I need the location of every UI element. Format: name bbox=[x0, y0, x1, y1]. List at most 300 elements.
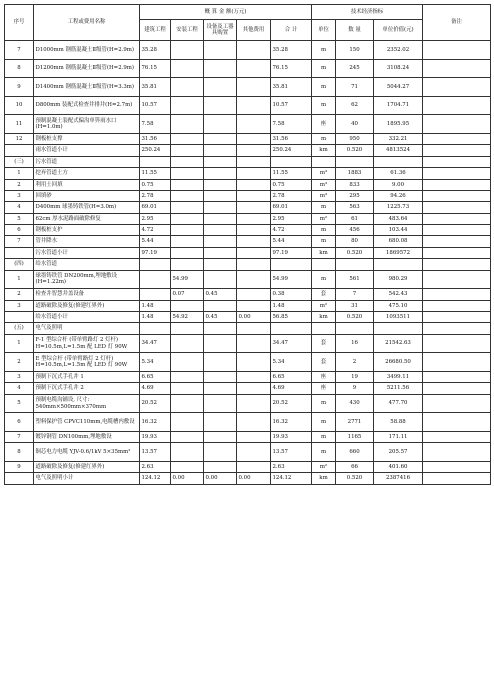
cell-remark bbox=[423, 78, 491, 97]
cell-quantity bbox=[336, 323, 374, 334]
cell-other bbox=[237, 247, 271, 258]
cell-construction: 2.63 bbox=[140, 461, 171, 472]
cell-seq: 6 bbox=[5, 413, 34, 432]
cell-seq: 3 bbox=[5, 372, 34, 383]
cell-seq: 4 bbox=[5, 383, 34, 394]
cell-name: 电气及照明小计 bbox=[34, 473, 140, 484]
cell-equipment bbox=[204, 96, 237, 115]
cell-unit-value: 477.70 bbox=[374, 394, 423, 413]
cell-quantity: 1165 bbox=[336, 431, 374, 442]
cell-seq bbox=[5, 247, 34, 258]
cell-total: 2.78 bbox=[271, 190, 312, 201]
cell-remark bbox=[423, 383, 491, 394]
cell-other bbox=[237, 236, 271, 247]
cell-installation bbox=[171, 323, 204, 334]
cell-equipment bbox=[204, 383, 237, 394]
table-row bbox=[5, 394, 491, 413]
table-row bbox=[5, 179, 491, 190]
cell-unit: m bbox=[312, 431, 336, 442]
cell-remark bbox=[423, 145, 491, 156]
cell-installation bbox=[171, 96, 204, 115]
cell-equipment bbox=[204, 225, 237, 236]
cell-remark bbox=[423, 259, 491, 270]
cell-construction: 0.75 bbox=[140, 179, 171, 190]
header-unit-value: 单位价值(元) bbox=[374, 20, 423, 41]
cell-equipment bbox=[204, 247, 237, 258]
cell-total: 1.48 bbox=[271, 300, 312, 311]
cell-quantity: 61 bbox=[336, 213, 374, 224]
cell-quantity: 1883 bbox=[336, 168, 374, 179]
cell-unit-value: 3108.24 bbox=[374, 59, 423, 78]
cell-installation bbox=[171, 179, 204, 190]
cell-quantity: 150 bbox=[336, 41, 374, 60]
cell-other bbox=[237, 289, 271, 300]
cell-name: 回填砂 bbox=[34, 190, 140, 201]
table-row bbox=[5, 96, 491, 115]
cell-installation bbox=[171, 372, 204, 383]
cell-equipment bbox=[204, 300, 237, 311]
cell-other bbox=[237, 372, 271, 383]
cell-equipment bbox=[204, 133, 237, 144]
cell-equipment bbox=[204, 413, 237, 432]
cell-construction: 13.57 bbox=[140, 443, 171, 462]
cell-name: 利用土回填 bbox=[34, 179, 140, 190]
cell-other bbox=[237, 323, 271, 334]
cell-quantity: 561 bbox=[336, 270, 374, 289]
cell-unit-value: 980.29 bbox=[374, 270, 423, 289]
cell-unit: m bbox=[312, 413, 336, 432]
cell-remark bbox=[423, 156, 491, 167]
cell-name: 给水管道小计 bbox=[34, 312, 140, 323]
cell-unit: m² bbox=[312, 213, 336, 224]
cell-name: 道路破除及修复(修建红界外) bbox=[34, 461, 140, 472]
cell-equipment bbox=[204, 334, 237, 353]
cell-other: 0.00 bbox=[237, 312, 271, 323]
cell-name: 预制下沉式手孔井 2 bbox=[34, 383, 140, 394]
cell-equipment bbox=[204, 259, 237, 270]
cell-unit: m³ bbox=[312, 179, 336, 190]
cell-other bbox=[237, 443, 271, 462]
cell-seq: 9 bbox=[5, 461, 34, 472]
cell-unit: m bbox=[312, 202, 336, 213]
cell-name: 电气及照明 bbox=[34, 323, 140, 334]
cell-seq: 10 bbox=[5, 96, 34, 115]
cell-unit: m bbox=[312, 443, 336, 462]
cell-remark bbox=[423, 133, 491, 144]
cell-name: 球墨铸铁管 DN200mm,埋地敷设(H=1.22m) bbox=[34, 270, 140, 289]
header-quantity: 数 量 bbox=[336, 20, 374, 41]
cell-quantity: 0.520 bbox=[336, 473, 374, 484]
cell-other bbox=[237, 461, 271, 472]
cell-construction: 19.93 bbox=[140, 431, 171, 442]
header-construction: 建筑工程 bbox=[140, 20, 171, 41]
table-row bbox=[5, 270, 491, 289]
cell-equipment: 0.00 bbox=[204, 473, 237, 484]
cell-remark bbox=[423, 473, 491, 484]
cell-equipment: 0.45 bbox=[204, 312, 237, 323]
cell-other bbox=[237, 59, 271, 78]
cell-construction: 2.78 bbox=[140, 190, 171, 201]
cell-other bbox=[237, 168, 271, 179]
cell-total bbox=[271, 156, 312, 167]
cell-remark bbox=[423, 300, 491, 311]
cell-remark bbox=[423, 59, 491, 78]
cell-total: 2.63 bbox=[271, 461, 312, 472]
header-tech-group: 技术经济指标 bbox=[312, 5, 423, 20]
cell-unit-value: 1895.95 bbox=[374, 115, 423, 134]
cell-name: F-1 型综合杆 (带单臂路灯 2 灯杆) H=10.5m,L=1.5m 配 LED 灯 90W bbox=[34, 334, 140, 353]
cell-name: 预制电缆沟铺设, 尺寸: 540mm×500mm×370mm bbox=[34, 394, 140, 413]
cell-quantity: 40 bbox=[336, 115, 374, 134]
table-row bbox=[5, 259, 491, 270]
cell-unit bbox=[312, 156, 336, 167]
cell-seq: 6 bbox=[5, 225, 34, 236]
cell-remark bbox=[423, 372, 491, 383]
header-unit: 单位 bbox=[312, 20, 336, 41]
cell-total: 5.44 bbox=[271, 236, 312, 247]
cell-unit: 套 bbox=[312, 289, 336, 300]
cell-unit: m³ bbox=[312, 190, 336, 201]
cell-installation: 54.99 bbox=[171, 270, 204, 289]
header-equipment: 设备及工器具购置 bbox=[204, 20, 237, 41]
cell-name: E 型综合杆 (带单臂路灯 2 灯杆) H=10.5m,L=1.5m 配 LED 灯 90W bbox=[34, 353, 140, 372]
cell-name: 检查井智慧井盖设备 bbox=[34, 289, 140, 300]
cell-unit: m bbox=[312, 270, 336, 289]
cell-other bbox=[237, 394, 271, 413]
cell-equipment bbox=[204, 372, 237, 383]
cell-installation bbox=[171, 133, 204, 144]
cell-unit: 座 bbox=[312, 115, 336, 134]
cell-remark bbox=[423, 168, 491, 179]
cell-seq: 8 bbox=[5, 443, 34, 462]
cell-remark bbox=[423, 413, 491, 432]
cell-unit-value: 94.26 bbox=[374, 190, 423, 201]
cell-remark bbox=[423, 431, 491, 442]
cell-seq: 9 bbox=[5, 78, 34, 97]
cell-total: 7.58 bbox=[271, 115, 312, 134]
cell-equipment bbox=[204, 59, 237, 78]
cell-construction: 76.15 bbox=[140, 59, 171, 78]
cell-remark bbox=[423, 334, 491, 353]
cell-equipment bbox=[204, 353, 237, 372]
cell-name: 钢板桩支护 bbox=[34, 225, 140, 236]
cell-quantity: 9 bbox=[336, 383, 374, 394]
cell-unit: m bbox=[312, 96, 336, 115]
table-row bbox=[5, 225, 491, 236]
cell-other bbox=[237, 431, 271, 442]
table-row bbox=[5, 202, 491, 213]
cell-quantity: 950 bbox=[336, 133, 374, 144]
cell-unit-value: 680.08 bbox=[374, 236, 423, 247]
cell-construction bbox=[140, 156, 171, 167]
cell-quantity: 31 bbox=[336, 300, 374, 311]
cell-construction: 4.69 bbox=[140, 383, 171, 394]
cell-total: 76.15 bbox=[271, 59, 312, 78]
cell-seq: 1 bbox=[5, 334, 34, 353]
cell-remark bbox=[423, 236, 491, 247]
cell-remark bbox=[423, 41, 491, 60]
cell-quantity bbox=[336, 156, 374, 167]
cell-equipment bbox=[204, 145, 237, 156]
cell-other bbox=[237, 270, 271, 289]
cell-remark bbox=[423, 394, 491, 413]
cell-name: 钢板桩支撑 bbox=[34, 133, 140, 144]
cell-quantity: 0.520 bbox=[336, 247, 374, 258]
cell-unit-value: 58.88 bbox=[374, 413, 423, 432]
cell-construction: 1.48 bbox=[140, 312, 171, 323]
table-row bbox=[5, 473, 491, 484]
cell-installation: 0.00 bbox=[171, 473, 204, 484]
cost-estimate-table bbox=[4, 4, 491, 485]
cell-seq: 2 bbox=[5, 179, 34, 190]
table-row bbox=[5, 236, 491, 247]
cell-installation bbox=[171, 383, 204, 394]
cell-total: 35.28 bbox=[271, 41, 312, 60]
cell-installation bbox=[171, 115, 204, 134]
cell-installation: 54.92 bbox=[171, 312, 204, 323]
cell-unit: km bbox=[312, 145, 336, 156]
table-row bbox=[5, 300, 491, 311]
cell-quantity: 7 bbox=[336, 289, 374, 300]
table-row bbox=[5, 190, 491, 201]
cell-installation bbox=[171, 59, 204, 78]
table-row bbox=[5, 461, 491, 472]
cell-installation bbox=[171, 413, 204, 432]
cell-unit-value: 401.60 bbox=[374, 461, 423, 472]
cell-unit-value: 475.10 bbox=[374, 300, 423, 311]
cell-quantity: 456 bbox=[336, 225, 374, 236]
cell-name: 预制混凝土装配式偏沟单箅雨水口(H=1.0m) bbox=[34, 115, 140, 134]
cell-total: 54.99 bbox=[271, 270, 312, 289]
cell-seq: 3 bbox=[5, 300, 34, 311]
cell-other bbox=[237, 179, 271, 190]
table-row bbox=[5, 312, 491, 323]
header-other: 其他费用 bbox=[237, 20, 271, 41]
cell-unit-value: 3499.11 bbox=[374, 372, 423, 383]
cell-unit-value bbox=[374, 323, 423, 334]
cell-quantity: 430 bbox=[336, 394, 374, 413]
table-row bbox=[5, 156, 491, 167]
cell-quantity: 563 bbox=[336, 202, 374, 213]
cell-remark bbox=[423, 247, 491, 258]
cell-remark bbox=[423, 443, 491, 462]
cell-total: 11.55 bbox=[271, 168, 312, 179]
cell-construction: 5.34 bbox=[140, 353, 171, 372]
cell-quantity: 19 bbox=[336, 372, 374, 383]
table-row bbox=[5, 247, 491, 258]
cell-installation bbox=[171, 259, 204, 270]
cell-total: 31.56 bbox=[271, 133, 312, 144]
cell-unit bbox=[312, 323, 336, 334]
cell-installation bbox=[171, 202, 204, 213]
cell-installation bbox=[171, 394, 204, 413]
cell-other bbox=[237, 413, 271, 432]
cell-other bbox=[237, 41, 271, 60]
cell-installation bbox=[171, 78, 204, 97]
cost-estimate-sheet bbox=[4, 4, 490, 485]
cell-unit-value bbox=[374, 156, 423, 167]
cell-unit: m bbox=[312, 394, 336, 413]
cell-unit: m bbox=[312, 41, 336, 60]
cell-seq: 11 bbox=[5, 115, 34, 134]
cell-seq: (四) bbox=[5, 259, 34, 270]
cell-remark bbox=[423, 270, 491, 289]
table-row bbox=[5, 353, 491, 372]
cell-total: 13.57 bbox=[271, 443, 312, 462]
cell-remark bbox=[423, 323, 491, 334]
cell-remark bbox=[423, 461, 491, 472]
cell-quantity: 245 bbox=[336, 59, 374, 78]
cell-remark bbox=[423, 312, 491, 323]
cell-name: D1200mm 钢筋混凝土Ⅱ级管(H=2.9m) bbox=[34, 59, 140, 78]
cell-name: 塑料保护管 CPVC110mm,电缆槽内敷设 bbox=[34, 413, 140, 432]
cell-seq: 1 bbox=[5, 168, 34, 179]
cell-installation bbox=[171, 443, 204, 462]
cell-name: 污水管道小计 bbox=[34, 247, 140, 258]
cell-quantity: 71 bbox=[336, 78, 374, 97]
cell-construction: 2.95 bbox=[140, 213, 171, 224]
cell-remark bbox=[423, 190, 491, 201]
cell-construction bbox=[140, 289, 171, 300]
cell-construction: 34.47 bbox=[140, 334, 171, 353]
cell-unit-value: 205.57 bbox=[374, 443, 423, 462]
cell-unit: m bbox=[312, 59, 336, 78]
cell-unit: km bbox=[312, 473, 336, 484]
cell-installation bbox=[171, 168, 204, 179]
cell-remark bbox=[423, 202, 491, 213]
cell-other bbox=[237, 225, 271, 236]
cell-total bbox=[271, 259, 312, 270]
table-row bbox=[5, 78, 491, 97]
cell-total: 69.01 bbox=[271, 202, 312, 213]
cell-construction: 250.24 bbox=[140, 145, 171, 156]
table-row bbox=[5, 431, 491, 442]
cell-total: 34.47 bbox=[271, 334, 312, 353]
cell-unit-value: 542.43 bbox=[374, 289, 423, 300]
cell-name: 给水管道 bbox=[34, 259, 140, 270]
cell-construction: 11.55 bbox=[140, 168, 171, 179]
cell-other bbox=[237, 202, 271, 213]
cell-unit-value: 171.11 bbox=[374, 431, 423, 442]
cell-installation bbox=[171, 213, 204, 224]
header-name: 工程或费用名称 bbox=[34, 5, 140, 41]
cell-installation bbox=[171, 156, 204, 167]
cell-installation bbox=[171, 225, 204, 236]
cell-equipment bbox=[204, 179, 237, 190]
cell-quantity: 2 bbox=[336, 353, 374, 372]
cell-unit: m² bbox=[312, 300, 336, 311]
cell-construction: 1.48 bbox=[140, 300, 171, 311]
cell-remark bbox=[423, 353, 491, 372]
cell-construction: 31.56 bbox=[140, 133, 171, 144]
cell-other bbox=[237, 96, 271, 115]
cell-construction: 6.65 bbox=[140, 372, 171, 383]
cell-name: D400mm 球墨铸铁管(H=3.0m) bbox=[34, 202, 140, 213]
cell-equipment bbox=[204, 443, 237, 462]
cell-name: 道路破除及修复(修建红界外) bbox=[34, 300, 140, 311]
cell-unit-value: 9.00 bbox=[374, 179, 423, 190]
cell-name: D1400mm 钢筋混凝土Ⅱ级管(H=3.3m) bbox=[34, 78, 140, 97]
cell-installation bbox=[171, 190, 204, 201]
cell-installation bbox=[171, 461, 204, 472]
cell-unit-value: 1093511 bbox=[374, 312, 423, 323]
cell-equipment bbox=[204, 431, 237, 442]
cell-unit-value: 2387416 bbox=[374, 473, 423, 484]
cell-equipment bbox=[204, 270, 237, 289]
cell-installation bbox=[171, 41, 204, 60]
cell-remark bbox=[423, 179, 491, 190]
cell-quantity: 16 bbox=[336, 334, 374, 353]
cell-construction: 16.32 bbox=[140, 413, 171, 432]
cell-construction: 20.52 bbox=[140, 394, 171, 413]
cell-construction: 124.12 bbox=[140, 473, 171, 484]
cell-total: 16.32 bbox=[271, 413, 312, 432]
cell-seq: 7 bbox=[5, 236, 34, 247]
cell-construction bbox=[140, 259, 171, 270]
cell-unit: m² bbox=[312, 461, 336, 472]
cell-total: 97.19 bbox=[271, 247, 312, 258]
cell-unit-value: 1704.71 bbox=[374, 96, 423, 115]
cell-quantity: 295 bbox=[336, 190, 374, 201]
cell-unit-value: 483.64 bbox=[374, 213, 423, 224]
cell-equipment bbox=[204, 213, 237, 224]
cell-total: 6.65 bbox=[271, 372, 312, 383]
cell-other: 0.00 bbox=[237, 473, 271, 484]
cell-seq bbox=[5, 145, 34, 156]
cell-other bbox=[237, 213, 271, 224]
cell-equipment bbox=[204, 323, 237, 334]
table-row bbox=[5, 383, 491, 394]
cell-equipment bbox=[204, 190, 237, 201]
cell-name: 挖弃管道土方 bbox=[34, 168, 140, 179]
cell-quantity: 660 bbox=[336, 443, 374, 462]
cell-seq: 3 bbox=[5, 190, 34, 201]
table-row bbox=[5, 168, 491, 179]
table-row bbox=[5, 334, 491, 353]
cell-construction: 5.44 bbox=[140, 236, 171, 247]
cell-equipment bbox=[204, 78, 237, 97]
cell-unit-value: 21542.63 bbox=[374, 334, 423, 353]
cell-remark bbox=[423, 289, 491, 300]
cell-unit-value: 61.36 bbox=[374, 168, 423, 179]
cell-seq: 8 bbox=[5, 59, 34, 78]
cell-seq: (五) bbox=[5, 323, 34, 334]
cell-other bbox=[237, 334, 271, 353]
cell-unit: m bbox=[312, 133, 336, 144]
cell-remark bbox=[423, 115, 491, 134]
cell-equipment bbox=[204, 236, 237, 247]
cell-unit bbox=[312, 259, 336, 270]
cell-equipment: 0.45 bbox=[204, 289, 237, 300]
cell-remark bbox=[423, 213, 491, 224]
cell-construction: 4.72 bbox=[140, 225, 171, 236]
cell-unit-value: 26680.50 bbox=[374, 353, 423, 372]
cell-construction bbox=[140, 323, 171, 334]
cell-other bbox=[237, 156, 271, 167]
cell-total: 2.95 bbox=[271, 213, 312, 224]
cell-total: 4.69 bbox=[271, 383, 312, 394]
cell-total: 0.75 bbox=[271, 179, 312, 190]
cell-unit: m bbox=[312, 78, 336, 97]
cell-name: 镀锌钢管 DN100mm,埋地敷设 bbox=[34, 431, 140, 442]
cell-construction: 10.57 bbox=[140, 96, 171, 115]
cell-unit: 套 bbox=[312, 353, 336, 372]
cell-unit-value: 1869572 bbox=[374, 247, 423, 258]
cell-other bbox=[237, 145, 271, 156]
cell-quantity: 833 bbox=[336, 179, 374, 190]
cell-name: 预制下沉式手孔井 1 bbox=[34, 372, 140, 383]
cell-seq bbox=[5, 473, 34, 484]
